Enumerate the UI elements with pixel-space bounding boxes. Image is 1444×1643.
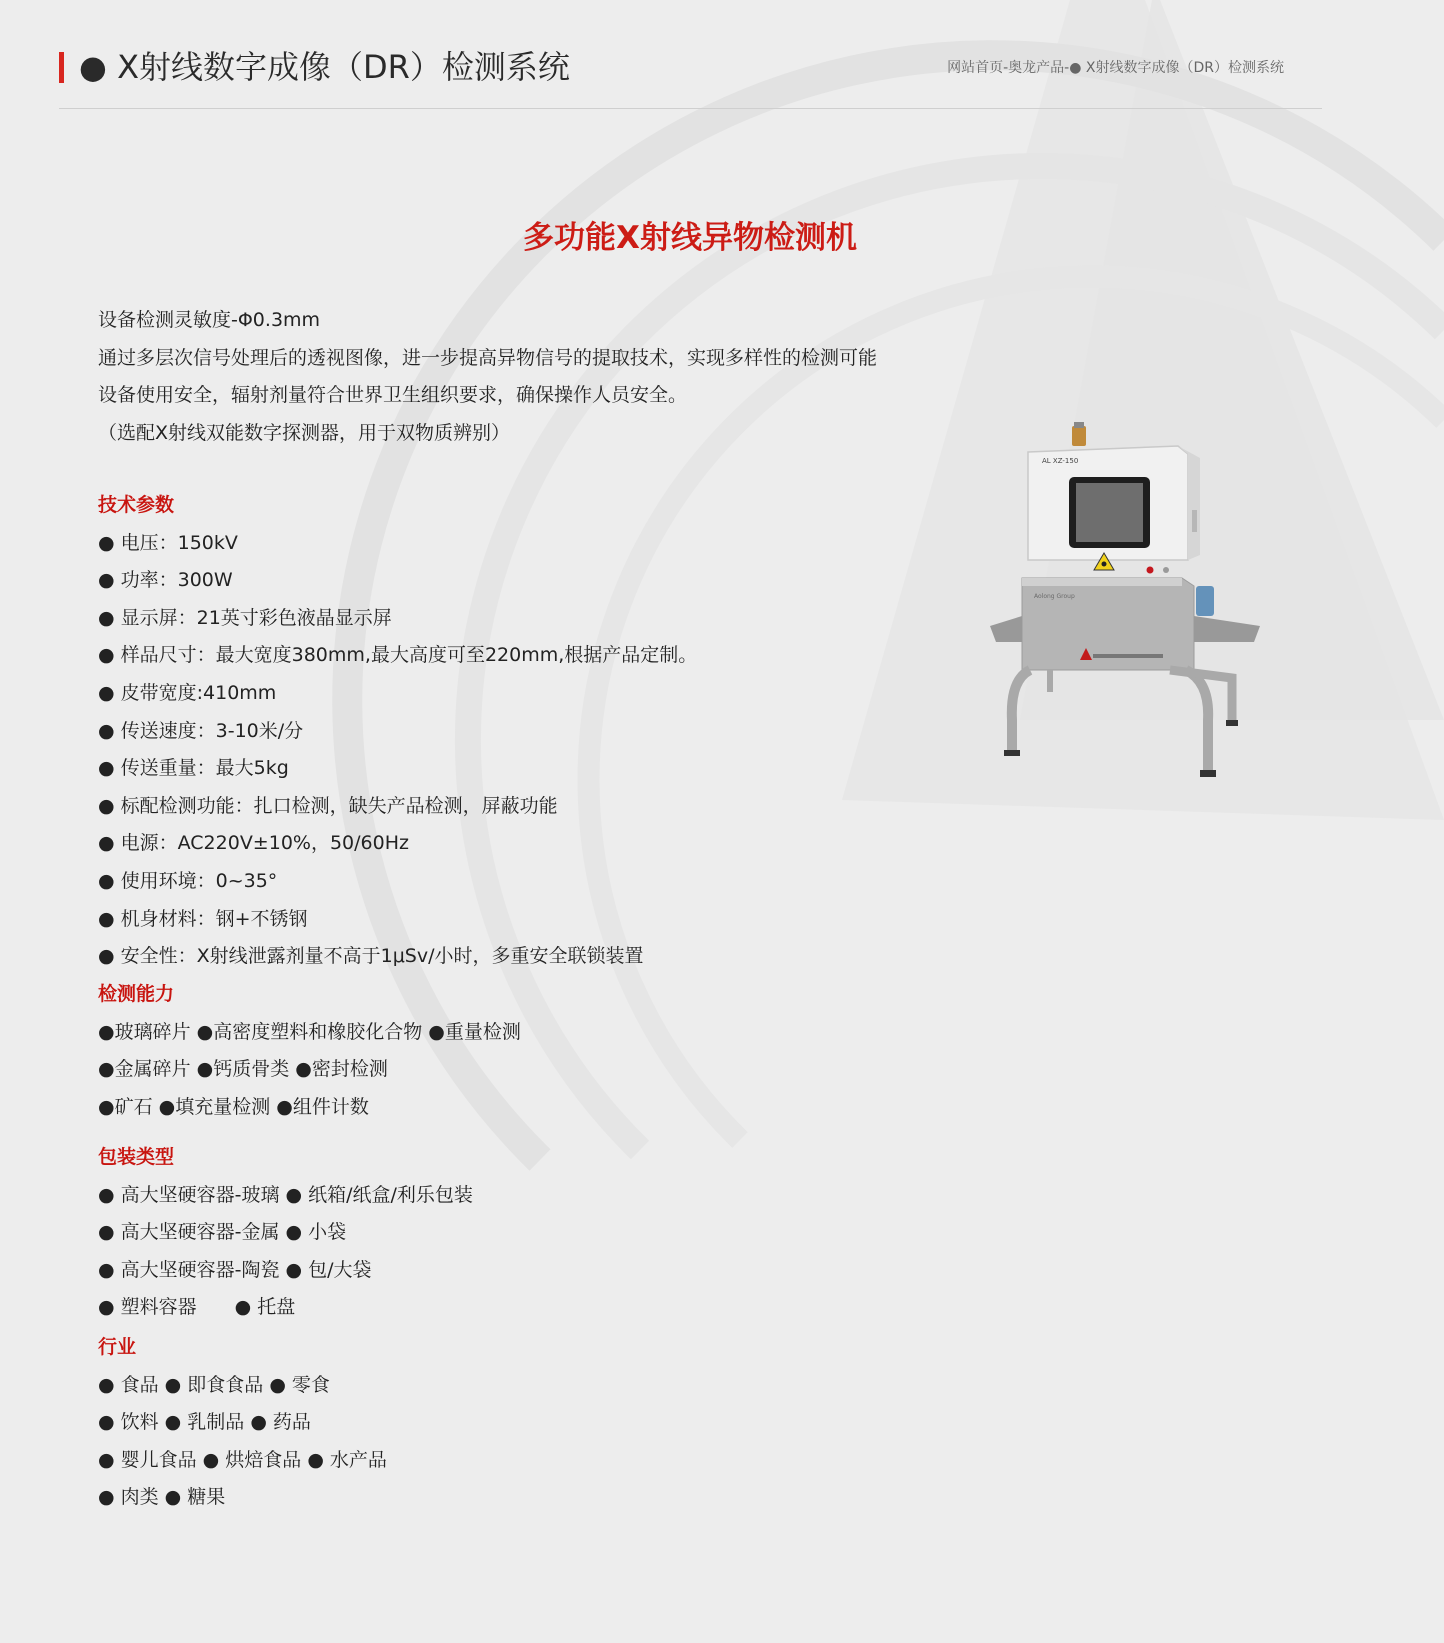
industry-item: ● 婴儿食品 ● 烘焙食品 ● 水产品 <box>98 1448 387 1471</box>
spec-item: ● 传送重量：最大5kg <box>98 757 289 780</box>
industry-section <box>98 1329 387 1517</box>
spec-item: ● 显示屏：21英寸彩色液晶显示屏 <box>98 606 392 629</box>
title-accent-bar <box>59 52 64 83</box>
intro-line: （选配X射线双能数字探测器，用于双物质辨别） <box>98 421 511 444</box>
breadcrumb-separator: - <box>1003 60 1009 76</box>
intro-line: 通过多层次信号处理后的透视图像，进一步提高异物信号的提取技术，实现多样性的检测可能 <box>98 346 878 369</box>
brand-label: Aolong Group <box>1034 593 1075 600</box>
intro-line: 设备检测灵敏度-Φ0.3mm <box>98 309 321 331</box>
breadcrumb-separator: - <box>1064 60 1070 76</box>
product-title: 多功能X射线异物检测机 <box>523 220 857 256</box>
packaging-section <box>98 1139 473 1327</box>
packaging-heading: 包装类型 <box>98 1146 175 1168</box>
industry-item: ● 肉类 ● 糖果 <box>98 1486 226 1509</box>
industry-heading: 行业 <box>98 1336 137 1358</box>
spec-item: ● 皮带宽度:410mm <box>98 681 277 704</box>
spec-item: ● 传送速度：3-10米/分 <box>98 719 304 742</box>
detection-item: ●玻璃碎片 ●高密度塑料和橡胶化合物 ●重量检测 <box>98 1020 521 1043</box>
breadcrumb-home-link[interactable]: 网站首页 <box>947 60 1004 76</box>
breadcrumb-current-link[interactable]: ● X射线数字成像（DR）检测系统 <box>1069 60 1284 76</box>
spec-item: ● 安全性：X射线泄露剂量不高于1μSv/小时，多重安全联锁装置 <box>98 945 644 968</box>
packaging-item: ● 高大坚硬容器-玻璃 ● 纸箱/纸盒/利乐包装 <box>98 1183 473 1206</box>
model-label: AL XZ-150 <box>1042 457 1079 465</box>
spec-item: ● 标配检测功能：扎口检测，缺失产品检测，屏蔽功能 <box>98 794 558 817</box>
page-title: ● X射线数字成像（DR）检测系统 <box>79 48 570 86</box>
product-intro <box>98 302 877 452</box>
tech-params-heading: 技术参数 <box>98 494 175 516</box>
detection-section <box>98 976 521 1126</box>
detection-item: ●矿石 ●填充量检测 ●组件计数 <box>98 1095 369 1118</box>
packaging-item: ● 高大坚硬容器-陶瓷 ● 包/大袋 <box>98 1258 372 1281</box>
industry-item: ● 饮料 ● 乳制品 ● 药品 <box>98 1411 311 1434</box>
spec-item: ● 电源：AC220V±10%，50/60Hz <box>98 832 409 855</box>
xray-machine-image <box>990 420 1270 795</box>
spec-item: ● 样品尺寸：最大宽度380mm,最大高度可至220mm,根据产品定制。 <box>98 644 698 667</box>
intro-line: 设备使用安全，辐射剂量符合世界卫生组织要求，确保操作人员安全。 <box>98 384 688 407</box>
spec-item: ● 功率：300W <box>98 569 233 592</box>
packaging-item: ● 高大坚硬容器-金属 ● 小袋 <box>98 1221 347 1244</box>
spec-item: ● 使用环境：0~35° <box>98 869 278 892</box>
breadcrumb <box>947 58 1284 78</box>
detection-item: ●金属碎片 ●钙质骨类 ●密封检测 <box>98 1058 388 1081</box>
packaging-item: ● 塑料容器 ● 托盘 <box>98 1296 296 1319</box>
spec-item: ● 电压：150kV <box>98 531 238 554</box>
industry-item: ● 食品 ● 即食食品 ● 零食 <box>98 1373 330 1396</box>
tech-params-section <box>98 487 697 976</box>
page-header <box>59 40 1322 109</box>
breadcrumb-products-link[interactable]: 奥龙产品 <box>1008 60 1065 76</box>
spec-item: ● 机身材料：钢+不锈钢 <box>98 907 308 930</box>
detection-heading: 检测能力 <box>98 983 175 1005</box>
